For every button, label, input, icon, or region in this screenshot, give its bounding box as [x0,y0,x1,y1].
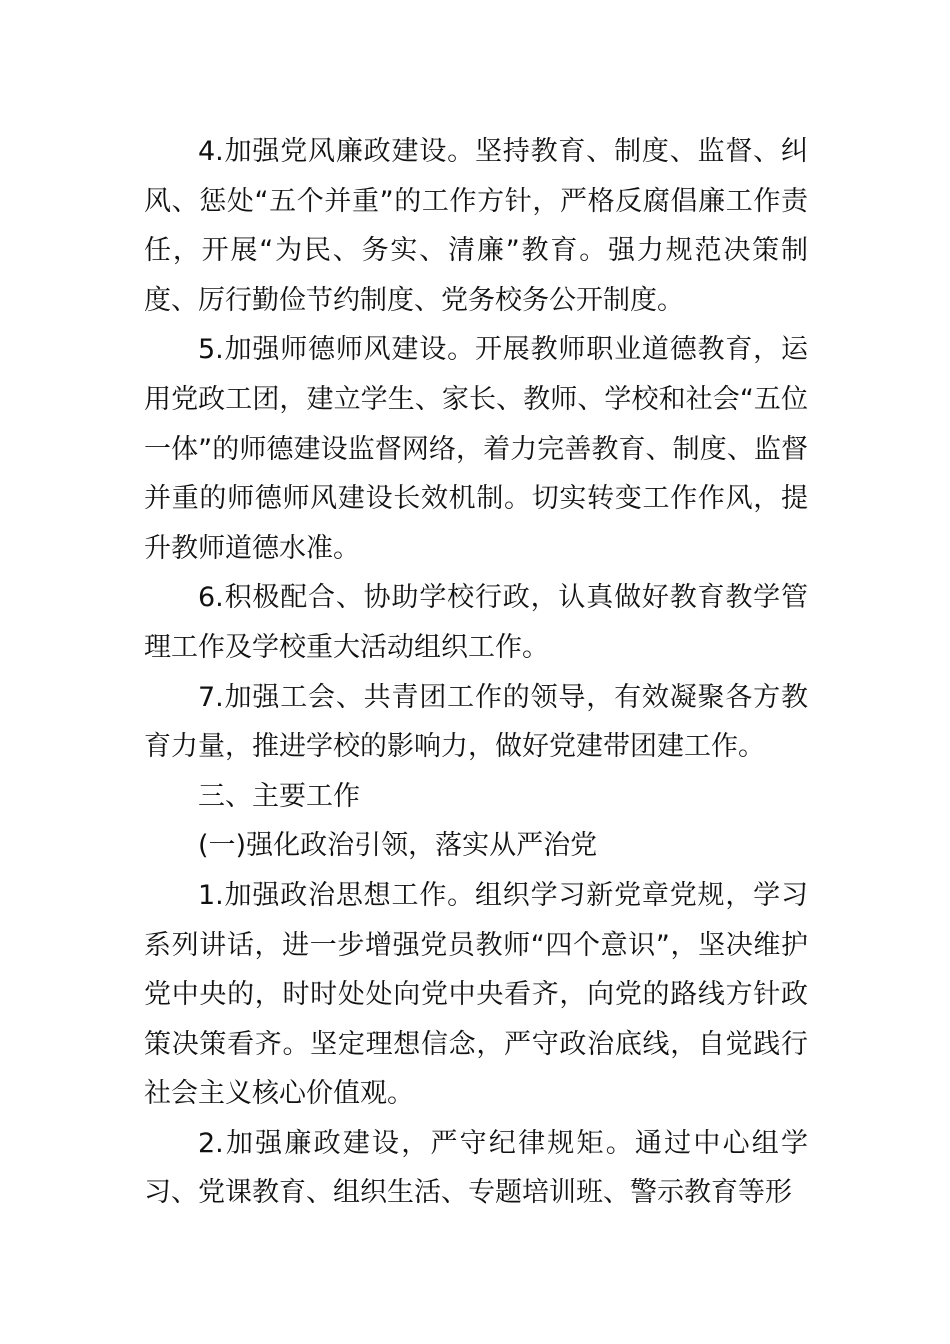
paragraph-item-7-union-youth-league: 7.加强工会、共青团工作的领导，有效凝聚各方教育力量，推进学校的影响力，做好党建带团建工作。 [144,681,808,763]
paragraph-item-6-cooperate-administration: 6.积极配合、协助学校行政，认真做好教育教学管理工作及学校重大活动组织工作。 [144,582,808,663]
paragraph-item-5-teacher-ethics: 5.加强师德师风建设。开展教师职业道德教育，运用党政工团，建立学生、家长、教师、学校和社会“五位一体”的师德建设监督网络，着力完善教育、制度、监督并重的师德师风建设长效机制。切实转变工作作风，提升教师道德水准。 [144,334,808,564]
document-body [144,127,808,1218]
paragraph-item-4-party-conduct: 4.加强党风廉政建设。坚持教育、制度、监督、纠风、惩处“五个并重”的工作方针，严格反腐倡廉工作责任，开展“为民、务实、清廉”教育。强力规范决策制度、厉行勤俭节约制度、党务校务公开制度。 [144,136,808,316]
section-heading-main-work: 三、主要工作 [198,780,360,812]
subsection-heading-political-guidance: (一)强化政治引领，落实从严治党 [198,830,598,862]
paragraph-item-2-clean-government: 2.加强廉政建设，严守纪律规矩。通过中心组学习、党课教育、组织生活、专题培训班、警示教育等形 [144,1127,808,1209]
paragraph-item-1-political-work: 1.加强政治思想工作。组织学习新党章党规，学习系列讲话，进一步增强党员教师“四个意识”，坚决维护党中央的，时时处处向党中央看齐，向党的路线方针政策决策看齐。坚定理想信念，严守政治底线，自觉践行社会主义核心价值观。 [144,879,808,1110]
